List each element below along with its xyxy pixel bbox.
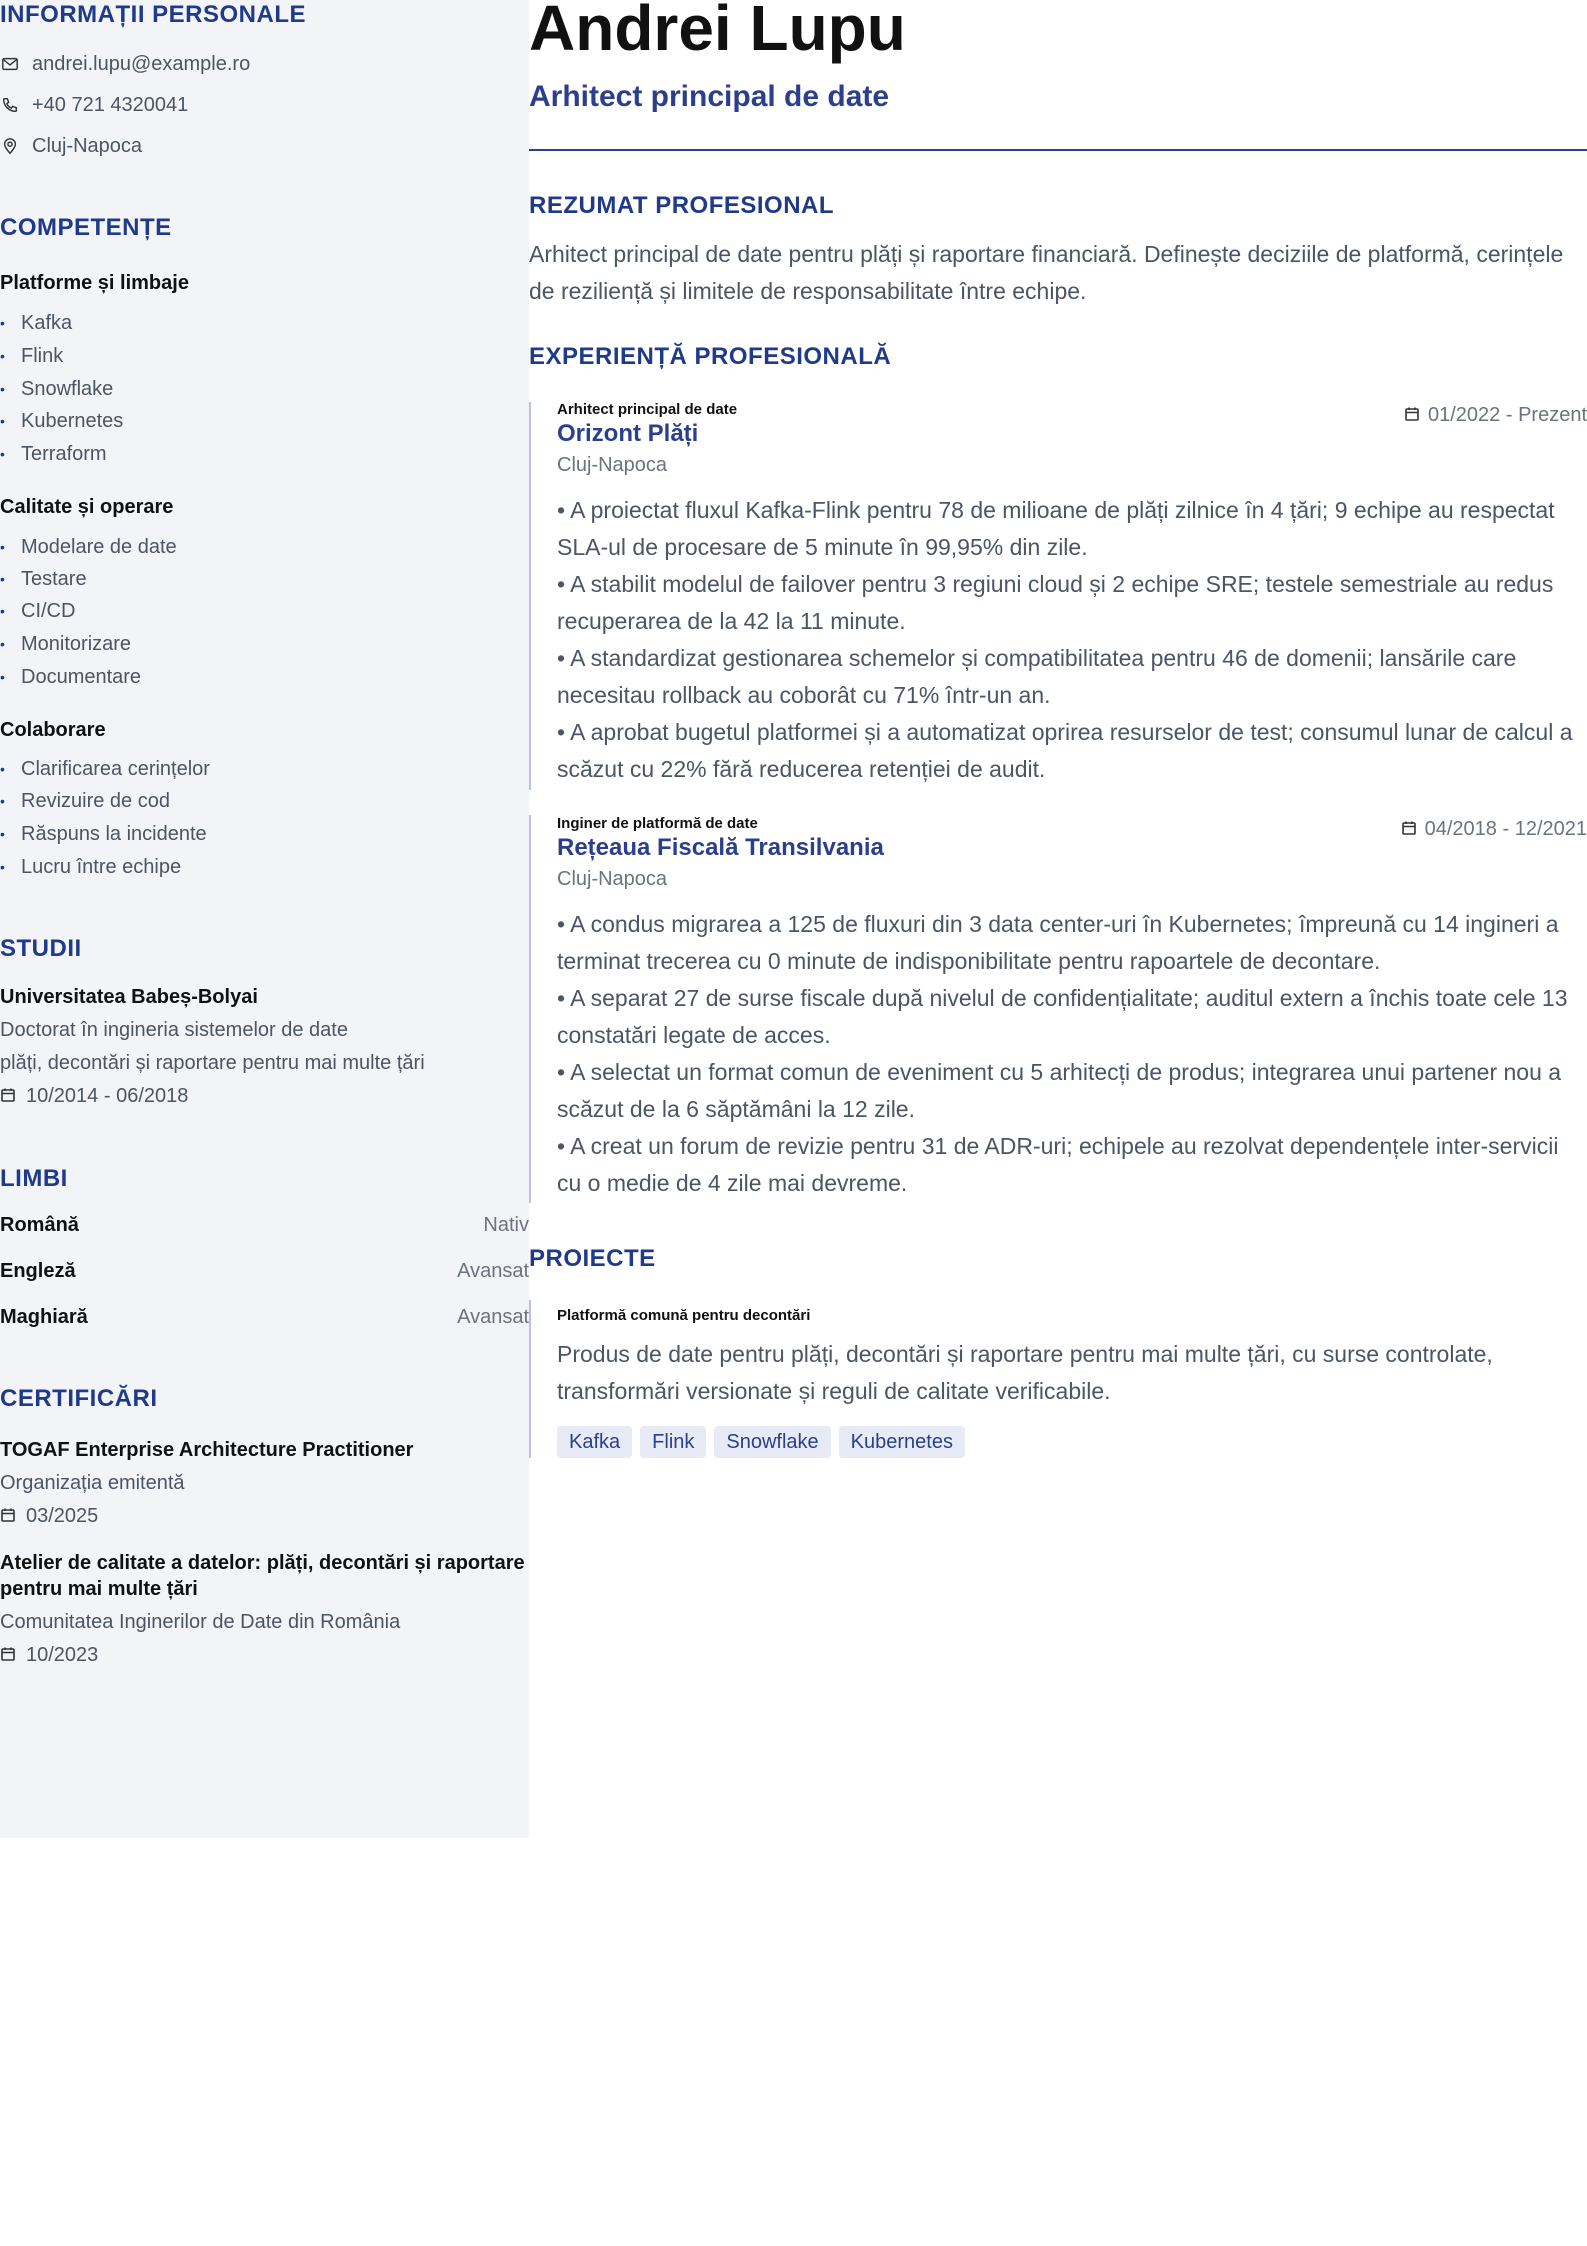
language-level: Avansat <box>457 1306 529 1328</box>
skill-group-title: Colaborare <box>0 719 106 741</box>
experience-timeline-bar <box>529 402 531 790</box>
calendar-icon <box>0 1646 18 1664</box>
language-name: Maghiară <box>0 1306 88 1328</box>
experience-bullet: • A stabilit modelul de failover pentru 3 regiuni cloud și 2 echipe SRE; testele semestriale au redus recuperarea de la 42 la 11 minute. <box>557 571 1554 634</box>
language-level: Nativ <box>483 1214 529 1236</box>
candidate-name: Andrei Lupu <box>529 0 906 64</box>
location-text: Cluj-Napoca <box>32 134 143 157</box>
language-name: Engleză <box>0 1260 76 1282</box>
skill-item: • CI/CD <box>0 599 76 622</box>
skill-item: • Documentare <box>0 665 142 688</box>
skill-item: • Kafka <box>0 311 73 334</box>
education-institution: Universitatea Babeș-Bolyai <box>0 986 258 1008</box>
projects-heading: PROIECTE <box>529 1245 656 1272</box>
map-pin-icon <box>0 136 20 156</box>
summary-heading: REZUMAT PROFESIONAL <box>529 192 835 219</box>
project-title: Platformă comună pentru decontări <box>557 1307 811 1324</box>
skill-item: • Flink <box>0 344 64 367</box>
experience-bullets <box>557 492 1587 788</box>
summary-text: Arhitect principal de date pentru plăți și raportare financiară. Definește deciziile de platformă, cerințele de reziliență și limitele de responsabilitate între echipe. <box>529 241 1564 304</box>
experience-bullets <box>557 906 1587 1202</box>
experience-heading: EXPERIENȚĂ PROFESIONALĂ <box>529 343 892 370</box>
calendar-icon <box>0 1507 18 1525</box>
email-text: andrei.lupu@example.ro <box>32 52 251 75</box>
experience-bullet: • A selectat un format comun de eveniment cu 5 arhitecți de produs; integrarea unui partener nou a scăzut de la 6 săptămâni la 12 zile. <box>557 1059 1562 1122</box>
experience-bullet: • A aprobat bugetul platformei și a automatizat oprirea resurselor de test; consumul lunar de calcul a scăzut cu 22% fără reducerea retenției de audit. <box>557 719 1573 782</box>
mail-icon <box>0 54 20 74</box>
skill-item: • Revizuire de cod <box>0 789 170 812</box>
education-detail: plăți, decontări și raportare pentru mai multe țări <box>0 1052 425 1074</box>
skill-item: • Clarificarea cerințelor <box>0 757 210 780</box>
skill-item: • Testare <box>0 567 87 590</box>
education-degree: Doctorat în ingineria sistemelor de date <box>0 1019 348 1041</box>
certification-issuer: Comunitatea Inginerilor de Date din România <box>0 1611 401 1633</box>
calendar-icon <box>0 1087 18 1105</box>
location-row <box>0 132 142 160</box>
sidebar <box>0 0 529 1838</box>
skill-item: • Snowflake <box>0 377 114 400</box>
phone-text: +40 721 4320041 <box>32 93 189 116</box>
skill-item: • Terraform <box>0 442 107 465</box>
project-description: Produs de date pentru plăți, decontări și raportare pentru mai multe țări, cu surse controlate, transformări versionate și reguli de calitate verificabile. <box>557 1341 1493 1404</box>
experience-company: Rețeaua Fiscală Transilvania <box>557 834 884 861</box>
certification-date: 03/2025 <box>0 1503 98 1529</box>
phone-row[interactable] <box>0 91 188 119</box>
certification-title: Atelier de calitate a datelor: plăți, decontări și raportare pentru mai multe țări <box>0 1552 525 1600</box>
main-content <box>529 0 1587 2246</box>
skill-item: • Kubernetes <box>0 409 124 432</box>
experience-dates: 01/2022 - Prezent <box>1404 402 1587 428</box>
experience-location: Cluj-Napoca <box>557 868 668 890</box>
project-timeline-bar <box>529 1300 531 1458</box>
skill-item: • Modelare de date <box>0 535 177 558</box>
project-tags <box>557 1426 965 1458</box>
certifications-heading: CERTIFICĂRI <box>0 1385 158 1412</box>
experience-role: Inginer de platformă de date <box>557 815 758 832</box>
skill-item: • Monitorizare <box>0 632 132 655</box>
project-tag: Kafka <box>557 1426 632 1458</box>
title-divider <box>529 149 1587 151</box>
skills-heading: COMPETENȚE <box>0 214 172 241</box>
calendar-icon <box>1404 406 1422 424</box>
job-title: Arhitect principal de date <box>529 80 890 113</box>
languages-heading: LIMBI <box>0 1165 68 1192</box>
calendar-icon <box>1401 820 1419 838</box>
personal-info-heading: INFORMAȚII PERSONALE <box>0 1 307 28</box>
language-name: Română <box>0 1214 79 1236</box>
experience-bullet: • A creat un forum de revizie pentru 31 de ADR-uri; echipele au rezolvat dependențele inter-servicii cu o medie de 4 zile mai devreme. <box>557 1133 1559 1196</box>
language-row <box>0 1214 529 1242</box>
project-tag: Flink <box>640 1426 706 1458</box>
language-level: Avansat <box>457 1260 529 1282</box>
skill-group-title: Platforme și limbaje <box>0 272 189 294</box>
project-tag: Kubernetes <box>839 1426 965 1458</box>
education-heading: STUDII <box>0 935 82 962</box>
language-row <box>0 1260 529 1288</box>
experience-role: Arhitect principal de date <box>557 401 738 418</box>
certification-issuer: Organizația emitentă <box>0 1472 185 1494</box>
certification-date: 10/2023 <box>0 1642 98 1668</box>
certification-title: TOGAF Enterprise Architecture Practitioner <box>0 1439 414 1461</box>
experience-dates: 04/2018 - 12/2021 <box>1401 816 1587 842</box>
skill-item: • Răspuns la incidente <box>0 822 207 845</box>
experience-timeline-bar <box>529 815 531 1203</box>
skill-item: • Lucru între echipe <box>0 855 182 878</box>
project-tag: Snowflake <box>714 1426 830 1458</box>
experience-bullet: • A separat 27 de surse fiscale după nivelul de confidențialitate; auditul extern a închis toate cele 13 constatări legate de acces. <box>557 985 1568 1048</box>
language-row <box>0 1306 529 1334</box>
email-row[interactable] <box>0 50 250 78</box>
experience-company: Orizont Plăți <box>557 420 699 447</box>
experience-bullet: • A standardizat gestionarea schemelor și compatibilitatea pentru 46 de domenii; lansările care necesitau rollback au coborât cu 71% într-un an. <box>557 645 1517 708</box>
experience-bullet: • A condus migrarea a 125 de fluxuri din 3 data center-uri în Kubernetes; împreună cu 14 ingineri a terminat trecerea cu 0 minute de indisponibilitate pentru rapoartele de decontare. <box>557 911 1559 974</box>
experience-location: Cluj-Napoca <box>557 454 668 476</box>
skill-group-title: Calitate și operare <box>0 496 174 518</box>
education-dates: 10/2014 - 06/2018 <box>0 1083 188 1109</box>
phone-icon <box>0 95 20 115</box>
experience-bullet: • A proiectat fluxul Kafka-Flink pentru 78 de milioane de plăți zilnice în 4 țări; 9 echipe au respectat SLA-ul de procesare de 5 minute în 99,95% din zile. <box>557 497 1555 560</box>
